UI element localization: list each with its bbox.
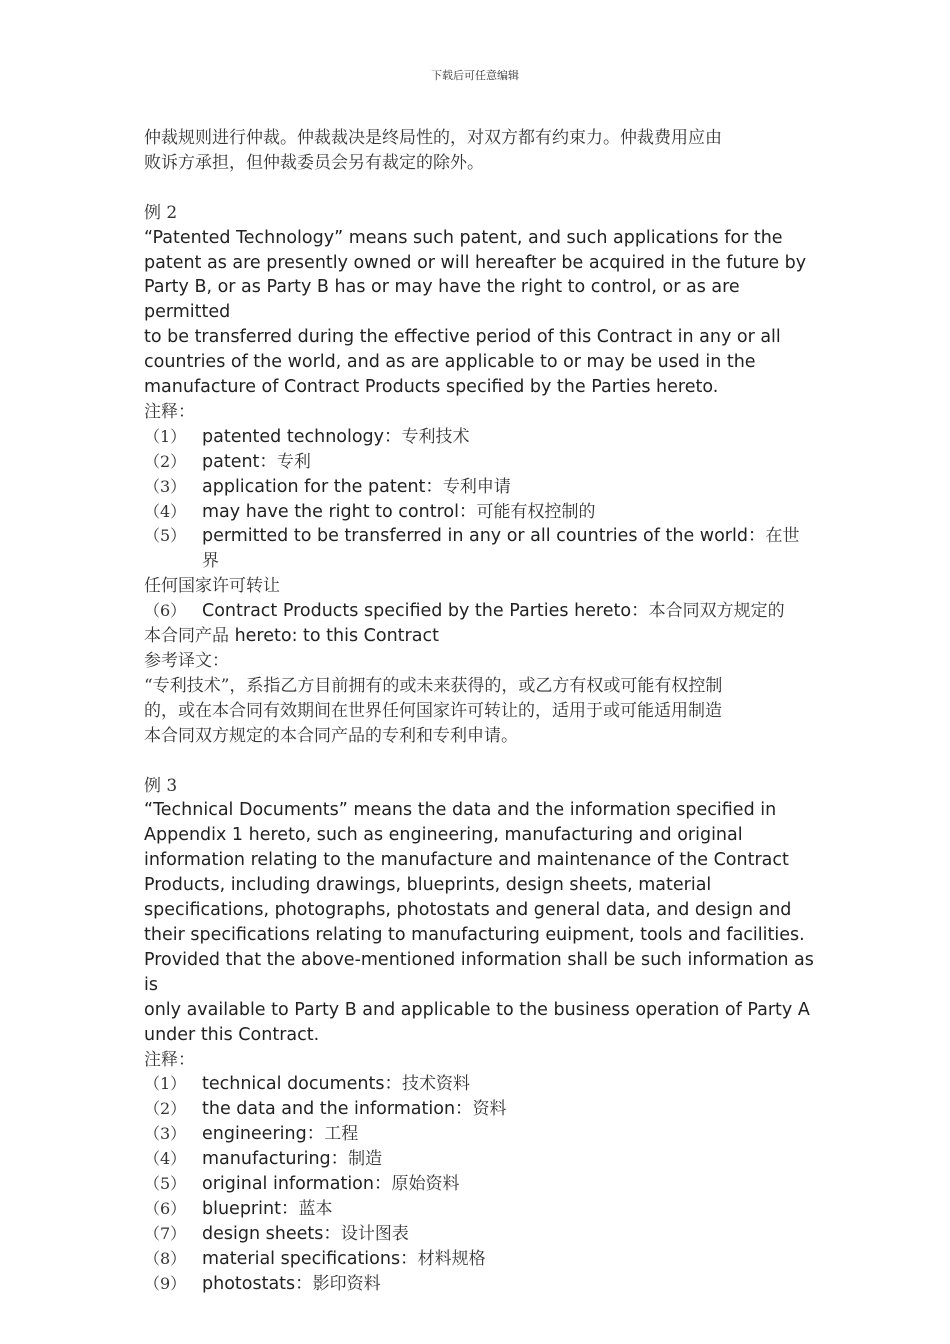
example-3-text-line: specifications, photographs, photostats and general data, and design and bbox=[144, 900, 792, 921]
note-item bbox=[144, 1247, 814, 1272]
note-text bbox=[202, 450, 814, 475]
reference-line: 本合同双方规定的本合同产品的专利和专利申请。 bbox=[144, 725, 518, 746]
spacer bbox=[144, 749, 814, 774]
example-3-text-line: Products, including drawings, blueprints, design sheets, material bbox=[144, 875, 712, 896]
note-en: application for the patent： bbox=[202, 476, 443, 497]
note-text bbox=[202, 1097, 814, 1122]
reference-label: 参考译文： bbox=[144, 651, 229, 672]
note-number: （7） bbox=[144, 1223, 187, 1243]
note-text bbox=[202, 1122, 814, 1147]
note-en: the data and the information： bbox=[202, 1099, 473, 1120]
note-text bbox=[202, 1247, 814, 1272]
note-item bbox=[144, 1172, 814, 1197]
note-item bbox=[144, 500, 814, 525]
note-number: （5） bbox=[144, 1174, 187, 1194]
example-3-text-line: Appendix 1 hereto, such as engineering, manufacturing and original bbox=[144, 825, 743, 846]
example-2-title: 例 2 bbox=[144, 202, 178, 223]
note-en: patent： bbox=[202, 451, 277, 472]
note-continuation: 任何国家许可转让 bbox=[144, 576, 280, 597]
note-number: （1） bbox=[144, 426, 187, 446]
note-en: permitted to be transferred in any or all countries of the world： bbox=[202, 526, 766, 547]
note-en: manufacturing： bbox=[202, 1149, 349, 1170]
example-3-text-line: information relating to the manufacture and maintenance of the Contract bbox=[144, 850, 789, 871]
document-body bbox=[144, 126, 814, 1297]
example-2-text-line: patent as are presently owned or will hereafter be acquired in the future by bbox=[144, 252, 807, 273]
reference-line: “专利技术”，系指乙方目前拥有的或未来获得的，或乙方有权或可能有权控制 bbox=[144, 675, 723, 696]
note-number: （9） bbox=[144, 1273, 187, 1293]
note-text bbox=[202, 500, 814, 525]
note-zh: 工程 bbox=[324, 1124, 359, 1145]
example-2-text-line: “Patented Technology” means such patent, and such applications for the bbox=[144, 227, 783, 248]
note-number: （4） bbox=[144, 501, 187, 521]
note-text bbox=[202, 475, 814, 500]
note-zh: 影印资料 bbox=[312, 1273, 381, 1294]
example-3-text-line: Provided that the above-mentioned information shall be such information as is bbox=[144, 949, 814, 995]
note-item bbox=[144, 1122, 814, 1147]
note-en: blueprint： bbox=[202, 1198, 299, 1219]
example-2-text-line: Party B, or as Party B has or may have the right to control, or as are permitted bbox=[144, 277, 740, 323]
note-text bbox=[202, 1072, 814, 1097]
note-number: （6） bbox=[144, 1198, 187, 1218]
example-3-text-line: under this Contract. bbox=[144, 1024, 320, 1045]
note-number: （2） bbox=[144, 1099, 187, 1119]
note-zh: 本合同双方规定的 bbox=[648, 601, 785, 622]
note-item bbox=[144, 1072, 814, 1097]
notes-label: 注释： bbox=[144, 401, 195, 422]
spacer bbox=[144, 176, 814, 201]
note-zh: 专利 bbox=[276, 451, 311, 472]
intro-line: 仲裁规则进行仲裁。仲裁裁决是终局性的，对双方都有约束力。仲裁费用应由 bbox=[144, 128, 722, 148]
note-item bbox=[144, 524, 814, 574]
example-3-text-line: their specifications relating to manufacturing euipment, tools and facilities. bbox=[144, 924, 805, 945]
note-item bbox=[144, 450, 814, 475]
note-en: may have the right to control： bbox=[202, 501, 477, 522]
note-number: （2） bbox=[144, 451, 187, 471]
example-2-text-line: manufacture of Contract Products specified by the Parties hereto. bbox=[144, 377, 719, 398]
note-item bbox=[144, 475, 814, 500]
note-item bbox=[144, 1097, 814, 1122]
example-3-text-line: “Technical Documents” means the data and the information specified in bbox=[144, 800, 777, 821]
note-number: （8） bbox=[144, 1248, 187, 1268]
note-text bbox=[202, 1147, 814, 1172]
note-zh: 在世界 bbox=[202, 526, 800, 572]
note-zh: 原始资料 bbox=[391, 1174, 460, 1195]
note-zh: 可能有权控制的 bbox=[476, 501, 596, 522]
note-en: photostats： bbox=[202, 1273, 313, 1294]
example-2-text-line: countries of the world, and as are applicable to or may be used in the bbox=[144, 352, 756, 373]
note-number: （6） bbox=[144, 601, 187, 621]
note-zh: 材料规格 bbox=[417, 1248, 486, 1269]
note-text bbox=[202, 1172, 814, 1197]
note-number: （3） bbox=[144, 476, 187, 496]
intro-line: 败诉方承担，但仲裁委员会另有裁定的除外。 bbox=[144, 152, 484, 173]
note-item bbox=[144, 1222, 814, 1247]
note-en: technical documents： bbox=[202, 1074, 402, 1095]
note-en: Contract Products specified by the Parties hereto： bbox=[202, 601, 649, 622]
note-en: hereto: to this Contract bbox=[229, 626, 439, 647]
note-zh: 设计图表 bbox=[340, 1223, 409, 1244]
note-text bbox=[202, 1197, 814, 1222]
note-item bbox=[144, 1272, 814, 1297]
note-text bbox=[202, 524, 814, 574]
note-zh: 专利申请 bbox=[442, 476, 511, 497]
note-en: design sheets： bbox=[202, 1223, 341, 1244]
note-en: material specifications： bbox=[202, 1248, 418, 1269]
note-zh: 资料 bbox=[472, 1099, 507, 1120]
note-item bbox=[144, 1197, 814, 1222]
note-zh: 蓝本 bbox=[298, 1198, 333, 1219]
note-text bbox=[202, 599, 814, 624]
note-text bbox=[202, 425, 814, 450]
note-zh: 制造 bbox=[348, 1149, 383, 1170]
note-zh: 本合同产品 bbox=[144, 626, 229, 647]
note-item bbox=[144, 425, 814, 450]
note-text bbox=[202, 1222, 814, 1247]
note-continuation bbox=[144, 624, 814, 649]
note-en: original information： bbox=[202, 1174, 392, 1195]
note-en: engineering： bbox=[202, 1124, 325, 1145]
example-3-title: 例 3 bbox=[144, 775, 178, 796]
notes-label: 注释： bbox=[144, 1049, 195, 1070]
note-item bbox=[144, 1147, 814, 1172]
note-number: （3） bbox=[144, 1124, 187, 1144]
note-number: （1） bbox=[144, 1074, 187, 1094]
note-number: （4） bbox=[144, 1149, 187, 1169]
note-zh: 技术资料 bbox=[401, 1074, 470, 1095]
note-zh: 专利技术 bbox=[401, 426, 470, 447]
note-en: patented technology： bbox=[202, 426, 402, 447]
note-number: （5） bbox=[144, 526, 187, 546]
example-2-text-line: to be transferred during the effective period of this Contract in any or all bbox=[144, 327, 781, 348]
note-item bbox=[144, 599, 814, 624]
reference-line: 的，或在本合同有效期间在世界任何国家许可转让的，适用于或可能适用制造 bbox=[144, 700, 722, 721]
example-3-text-line: only available to Party B and applicable to the business operation of Party A bbox=[144, 999, 810, 1020]
page-header: 下载后可任意编辑 bbox=[431, 69, 519, 82]
note-text bbox=[202, 1272, 814, 1297]
